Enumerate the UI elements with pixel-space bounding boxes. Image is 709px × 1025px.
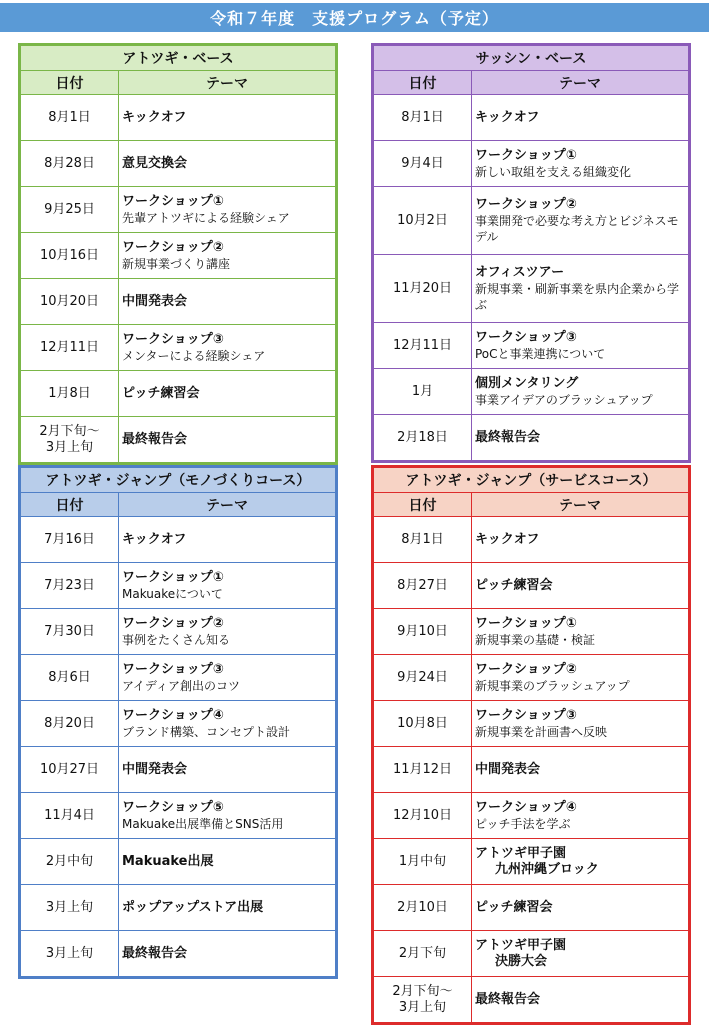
row-theme	[119, 931, 336, 977]
theme-detail: ブランド構築、コンセプト設計	[122, 724, 291, 739]
theme-detail: 事例をたくさん知る	[122, 632, 231, 647]
theme-detail: 新規事業の基礎・検証	[475, 632, 596, 647]
row-date: 7月16日	[21, 517, 119, 563]
row-date: 8月28日	[21, 141, 119, 187]
table-row	[374, 793, 689, 839]
table-row	[374, 655, 689, 701]
header-theme: テーマ	[472, 71, 689, 95]
row-date: 10月20日	[21, 279, 119, 325]
theme-title: オフィスツアー	[475, 264, 565, 280]
table-row	[21, 931, 336, 977]
row-theme	[472, 977, 689, 1023]
row-date: 2月10日	[374, 885, 472, 931]
theme-detail: 先輩アトツギによる経験シェア	[122, 210, 290, 225]
theme-detail: Makuake出展準備とSNS活用	[122, 816, 284, 831]
theme-detail: ピッチ手法を学ぶ	[475, 816, 571, 831]
header-date: 日付	[21, 493, 119, 517]
table-row	[21, 839, 336, 885]
theme-subtitle: 決勝大会	[495, 953, 548, 969]
table-row	[21, 187, 336, 233]
theme-title: ワークショップ①	[475, 615, 577, 631]
table-row	[21, 701, 336, 747]
table-row	[21, 793, 336, 839]
panel-title: アトツギ・ベース	[21, 46, 336, 71]
table-row	[374, 563, 689, 609]
row-theme	[472, 701, 689, 747]
table-row	[21, 233, 336, 279]
table-row	[374, 141, 689, 187]
theme-title: ピッチ練習会	[122, 385, 200, 401]
header-theme: テーマ	[472, 493, 689, 517]
table-row	[374, 95, 689, 141]
row-date: 8月27日	[374, 563, 472, 609]
row-theme	[472, 255, 689, 323]
theme-title: ワークショップ①	[122, 193, 224, 209]
header-date: 日付	[21, 71, 119, 95]
theme-title: 最終報告会	[122, 431, 188, 447]
theme-title: ワークショップ②	[122, 239, 224, 255]
row-theme	[472, 655, 689, 701]
theme-title: ワークショップ②	[475, 661, 577, 677]
table-row	[21, 747, 336, 793]
row-theme	[472, 95, 689, 141]
row-theme	[472, 415, 689, 461]
theme-title: ワークショップ②	[475, 196, 577, 212]
row-theme	[472, 323, 689, 369]
row-theme	[472, 747, 689, 793]
theme-title: キックオフ	[122, 531, 187, 547]
theme-detail: メンターによる経験シェア	[122, 348, 266, 363]
theme-title: 個別メンタリング	[475, 375, 579, 391]
row-date: 1月8日	[21, 371, 119, 417]
theme-title: キックオフ	[475, 531, 540, 547]
theme-title: ピッチ練習会	[475, 899, 553, 915]
theme-title: アトツギ甲子園	[475, 845, 567, 861]
theme-detail: 事業アイデアのブラッシュアップ	[475, 392, 653, 407]
table-row	[374, 839, 689, 885]
panel-title: サッシン・ベース	[374, 46, 689, 71]
row-date: 9月10日	[374, 609, 472, 655]
row-date: 9月4日	[374, 141, 472, 187]
table-row	[21, 279, 336, 325]
theme-title: 最終報告会	[475, 429, 541, 445]
theme-title: ワークショップ①	[122, 569, 224, 585]
row-theme	[119, 609, 336, 655]
row-date: 2月中旬	[21, 839, 119, 885]
theme-detail: 新規事業・刷新事業を県内企業から学ぶ	[475, 281, 680, 312]
row-theme	[119, 563, 336, 609]
row-date: 10月8日	[374, 701, 472, 747]
table-row	[374, 701, 689, 747]
row-date: 8月1日	[374, 517, 472, 563]
row-theme	[119, 417, 336, 463]
row-theme	[119, 187, 336, 233]
row-theme	[119, 141, 336, 187]
row-theme	[472, 141, 689, 187]
theme-title: ワークショップ③	[475, 329, 577, 345]
row-date: 1月	[374, 369, 472, 415]
theme-title: ワークショップ④	[122, 707, 224, 723]
row-theme	[119, 371, 336, 417]
row-date: 8月1日	[374, 95, 472, 141]
header-date: 日付	[374, 71, 472, 95]
theme-title: ピッチ練習会	[475, 577, 553, 593]
row-theme	[119, 747, 336, 793]
row-date: 8月20日	[21, 701, 119, 747]
row-theme	[472, 931, 689, 977]
row-date: 7月23日	[21, 563, 119, 609]
row-date: 7月30日	[21, 609, 119, 655]
row-date: 9月25日	[21, 187, 119, 233]
table-row	[374, 885, 689, 931]
theme-title: アトツギ甲子園	[475, 937, 567, 953]
row-date: 3月上旬	[21, 885, 119, 931]
theme-title: ワークショップ⑤	[122, 799, 224, 815]
table-row	[374, 369, 689, 415]
theme-title: ワークショップ②	[122, 615, 224, 631]
theme-title: 中間発表会	[122, 293, 188, 309]
schedule-table	[20, 45, 336, 463]
theme-title: ワークショップ④	[475, 799, 577, 815]
theme-title: キックオフ	[122, 109, 187, 125]
table-row	[374, 415, 689, 461]
table-row	[21, 95, 336, 141]
theme-detail: PoCと事業連携について	[475, 346, 606, 361]
theme-detail: 新しい取組を支える組織変化	[475, 164, 632, 179]
row-date: 8月1日	[21, 95, 119, 141]
table-row	[374, 931, 689, 977]
theme-title: 中間発表会	[122, 761, 188, 777]
theme-detail: 新規事業を計画書へ反映	[475, 724, 608, 739]
row-date: 1月中旬	[374, 839, 472, 885]
panel-title: アトツギ・ジャンプ（サービスコース）	[374, 468, 689, 493]
theme-title: 最終報告会	[122, 945, 188, 961]
row-theme	[119, 517, 336, 563]
header-date: 日付	[374, 493, 472, 517]
row-date: 10月2日	[374, 187, 472, 255]
theme-detail: Makuakeについて	[122, 586, 223, 601]
row-date: 12月11日	[21, 325, 119, 371]
row-theme	[472, 369, 689, 415]
table-row	[374, 747, 689, 793]
row-theme	[119, 655, 336, 701]
theme-detail: アイディア創出のコツ	[122, 678, 240, 693]
theme-detail: 新規事業のブラッシュアップ	[475, 678, 630, 693]
theme-title: ポップアップストア出展	[122, 899, 264, 915]
table-row	[21, 655, 336, 701]
row-date: 2月下旬	[374, 931, 472, 977]
table-row	[21, 325, 336, 371]
table-row	[21, 609, 336, 655]
table-row	[21, 141, 336, 187]
panel-title: アトツギ・ジャンプ（モノづくりコース）	[21, 468, 336, 493]
row-theme	[472, 563, 689, 609]
page-title: 令和７年度 支援プログラム（予定）	[0, 3, 709, 32]
row-theme	[119, 233, 336, 279]
theme-title: ワークショップ③	[122, 661, 224, 677]
row-date: 2月18日	[374, 415, 472, 461]
table-row	[374, 609, 689, 655]
table-row	[374, 187, 689, 255]
row-theme	[472, 885, 689, 931]
table-row	[21, 371, 336, 417]
table-row	[21, 517, 336, 563]
row-date: 10月27日	[21, 747, 119, 793]
row-date: 2月下旬～ 3月上旬	[21, 417, 119, 463]
row-theme	[472, 517, 689, 563]
row-date: 11月20日	[374, 255, 472, 323]
row-theme	[472, 839, 689, 885]
table-row	[374, 323, 689, 369]
row-theme	[119, 885, 336, 931]
row-theme	[119, 839, 336, 885]
row-date: 10月16日	[21, 233, 119, 279]
table-row	[21, 563, 336, 609]
row-theme	[119, 325, 336, 371]
row-date: 2月下旬～ 3月上旬	[374, 977, 472, 1023]
row-date: 11月4日	[21, 793, 119, 839]
row-date: 9月24日	[374, 655, 472, 701]
theme-title: 最終報告会	[475, 991, 541, 1007]
panel-sasshin-base	[371, 43, 691, 463]
theme-title: 意見交換会	[122, 155, 188, 171]
row-theme	[472, 609, 689, 655]
table-row	[374, 977, 689, 1023]
row-theme	[119, 95, 336, 141]
row-theme	[119, 701, 336, 747]
schedule-table	[20, 467, 336, 977]
table-row	[374, 517, 689, 563]
schedule-table	[373, 45, 689, 461]
theme-detail: 新規事業づくり講座	[122, 256, 231, 271]
theme-title: ワークショップ③	[475, 707, 577, 723]
panel-jump-service	[371, 465, 691, 1025]
row-theme	[119, 279, 336, 325]
row-theme	[472, 793, 689, 839]
theme-title: ワークショップ①	[475, 147, 577, 163]
header-theme: テーマ	[119, 493, 336, 517]
row-date: 12月10日	[374, 793, 472, 839]
row-theme	[472, 187, 689, 255]
table-row	[21, 885, 336, 931]
table-row	[374, 255, 689, 323]
theme-title: 中間発表会	[475, 761, 541, 777]
row-date: 12月11日	[374, 323, 472, 369]
theme-subtitle: 九州沖縄ブロック	[495, 861, 599, 877]
schedule-table	[373, 467, 689, 1023]
table-row	[21, 417, 336, 463]
row-date: 8月6日	[21, 655, 119, 701]
row-date: 3月上旬	[21, 931, 119, 977]
theme-title: キックオフ	[475, 109, 540, 125]
row-theme	[119, 793, 336, 839]
theme-title: ワークショップ③	[122, 331, 224, 347]
header-theme: テーマ	[119, 71, 336, 95]
theme-title: Makuake出展	[122, 853, 214, 869]
theme-detail: 事業開発で必要な考え方とビジネスモデル	[475, 213, 679, 244]
panel-atotsugi-base	[18, 43, 338, 465]
panel-jump-monozukuri	[18, 465, 338, 979]
row-date: 11月12日	[374, 747, 472, 793]
